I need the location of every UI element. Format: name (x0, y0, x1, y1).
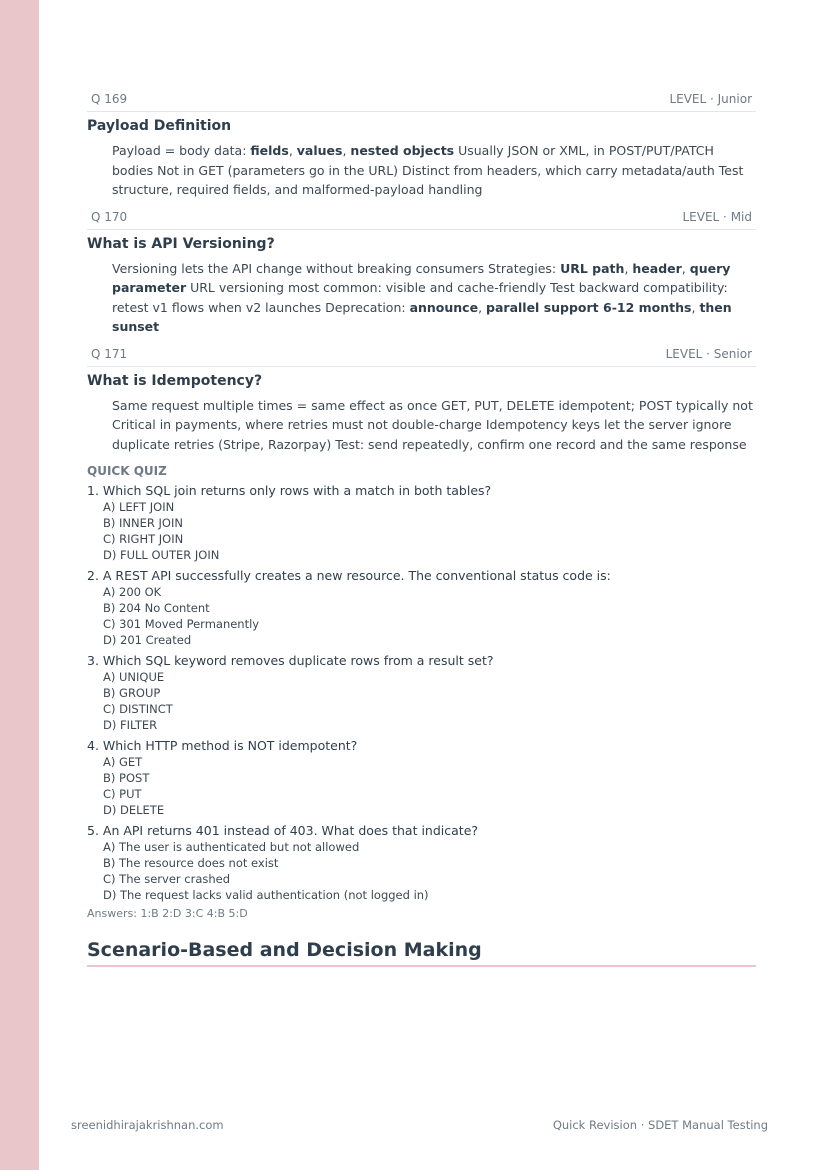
quiz-option: A) GET (103, 755, 143, 769)
quiz-question: 4. Which HTTP method is NOT idempotent? (87, 738, 358, 753)
side-stripe (0, 0, 39, 1170)
footer-title: Quick Revision · SDET Manual Testing (552, 1118, 768, 1132)
body-text: Versioning lets the API change without breaking consumers Strategies: (112, 260, 561, 276)
body-emphasis: nested objects (350, 143, 455, 158)
quiz-item (87, 822, 756, 903)
quiz-question: 2. A REST API successfully creates a new resource. The conventional status code is: (87, 568, 611, 583)
quiz-option: B) 204 No Content (103, 601, 210, 615)
body-emphasis: URL path (560, 260, 625, 276)
page-content (87, 92, 756, 967)
body-text: , (691, 299, 700, 315)
question-level: LEVEL · Senior (665, 346, 752, 361)
body-emphasis: fields (250, 143, 289, 158)
question-level: LEVEL · Junior (669, 92, 752, 106)
quiz-option: D) The request lacks valid authentication (not logged in) (103, 888, 429, 902)
quiz-item (87, 652, 756, 733)
question-level: LEVEL · Mid (682, 209, 752, 224)
body-emphasis: query parameter (112, 260, 731, 295)
body-text: URL versioning most common: visible and cache-friendly Test backward compatibility: retest v1 flows when v2 launches Deprecation: (112, 280, 728, 315)
quiz-option: C) PUT (103, 787, 142, 801)
question-number: Q 170 (91, 209, 128, 224)
quiz-question: 5. An API returns 401 instead of 403. What does that indicate? (87, 823, 479, 838)
body-emphasis: values (296, 143, 343, 158)
body-emphasis: announce (409, 299, 479, 315)
quiz-question: 1. Which SQL join returns only rows with a match in both tables? (87, 483, 492, 498)
question-block (87, 210, 756, 337)
question-body (112, 259, 756, 337)
question-number: Q 169 (91, 92, 128, 106)
body-text: , (288, 143, 297, 158)
question-header (87, 347, 756, 367)
body-text: , (624, 260, 633, 276)
quiz-option: D) DELETE (103, 803, 165, 817)
quiz-option: B) GROUP (103, 686, 161, 700)
question-title: What is Idempotency? (87, 372, 263, 389)
quiz-option: C) DISTINCT (103, 702, 173, 716)
body-emphasis: parallel support 6-12 months (486, 299, 692, 315)
question-number: Q 171 (91, 346, 128, 361)
body-text: , (681, 260, 690, 276)
quiz-option: A) 200 OK (103, 585, 162, 599)
quiz-option: A) UNIQUE (103, 670, 165, 684)
body-text: Same request multiple times = same effect as once GET, PUT, DELETE idempotent; POST typically not Critical in payments, where retries must not double-charge Idempotency keys let the server ignore duplicate retries (Stripe, Razorpay) Test: send repeatedly, confirm one record and the same response (112, 397, 753, 452)
quiz-question: 3. Which SQL keyword removes duplicate rows from a result set? (87, 653, 494, 668)
question-header (87, 210, 756, 230)
quiz-item (87, 737, 756, 818)
body-text: , (478, 299, 487, 315)
question-title: Payload Definition (87, 118, 232, 134)
quiz-item (87, 482, 756, 563)
question-header (87, 92, 756, 112)
footer-website: sreenidhirajakrishnan.com (71, 1118, 224, 1132)
body-emphasis: header (632, 260, 682, 276)
body-emphasis: then sunset (112, 299, 732, 334)
quiz-option: C) 301 Moved Permanently (103, 617, 260, 631)
question-body (112, 141, 756, 200)
body-text: Payload = body data: (112, 143, 251, 158)
quiz-option: B) INNER JOIN (103, 516, 183, 530)
quiz-option: A) LEFT JOIN (103, 500, 175, 514)
question-block (87, 347, 756, 455)
quiz-item (87, 567, 756, 648)
quiz-option: B) POST (103, 771, 150, 785)
quiz-option: B) The resource does not exist (103, 856, 279, 870)
quiz-option: D) FILTER (103, 718, 158, 732)
section-title: Scenario-Based and Decision Making (87, 939, 756, 967)
body-text: Usually JSON or XML, in POST/PUT/PATCH bodies Not in GET (parameters go in the URL) Distinct from headers, which carry metadata/auth Test structure, required fields, and malformed-payload handling (112, 143, 744, 197)
quiz-option: D) 201 Created (103, 633, 192, 647)
quiz-label: QUICK QUIZ (87, 464, 167, 478)
quiz-option: D) FULL OUTER JOIN (103, 548, 220, 562)
question-title: What is API Versioning? (87, 235, 275, 252)
quiz-option: C) RIGHT JOIN (103, 532, 184, 546)
quiz-answers: Answers: 1:B 2:D 3:C 4:B 5:D (87, 907, 248, 920)
body-text: , (342, 143, 351, 158)
question-block (87, 92, 756, 200)
quiz-option: C) The server crashed (103, 872, 231, 886)
quiz-option: A) The user is authenticated but not allowed (103, 840, 360, 854)
question-body (112, 396, 756, 455)
